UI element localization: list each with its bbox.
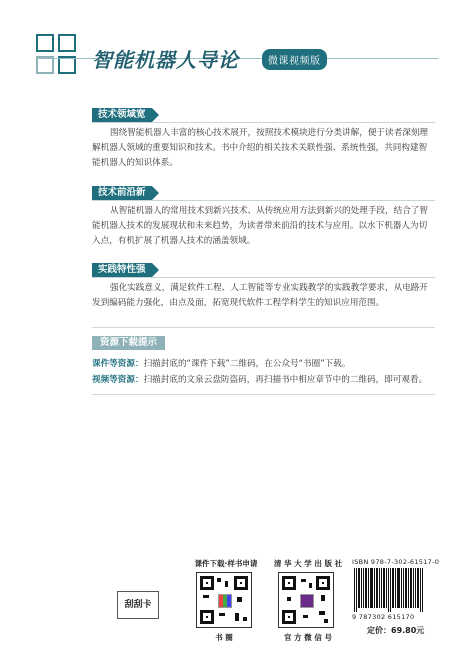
section-rule-2 (92, 200, 435, 201)
resource-item-2 (92, 373, 427, 387)
barcode-digits: 9 787302 615170 (352, 613, 415, 621)
resource-item-1 (92, 357, 350, 371)
resource-text-1: 扫描封底的“课件下载”二维码，在公众号“书圈”下载。 (143, 359, 351, 369)
section-rule-1 (92, 122, 435, 123)
section-rule-3 (92, 277, 435, 278)
scratch-card: 刮刮卡 (117, 591, 159, 619)
resource-bottom-rule (92, 394, 435, 395)
resource-label-2: 视频等资源： (92, 375, 144, 385)
book-title: 智能机器人导论 (92, 48, 239, 72)
resource-heading: 资源下载提示 (92, 336, 165, 350)
edition-badge: 微课视频版 (262, 49, 327, 70)
section-heading-3: 实践特性强 (92, 263, 152, 277)
price-label: 定价：69.80元 (367, 626, 425, 635)
logo-square-2 (58, 34, 76, 52)
barcode (354, 568, 424, 612)
section-body-1: 围绕智能机器人丰富的核心技术展开，按照技术模块进行分类讲解，便于读者深刻理解机器人领域的重要知识和技术。书中介绍的相关技术关联性强、系统性强，共同构建智能机器人的知识体系。 (92, 128, 428, 168)
qr-left-label: 书 圈 (215, 633, 233, 642)
section-heading-1: 技术领域宽 (92, 108, 152, 122)
resource-text-2: 扫描封底的文泉云盘防盗码，再扫描书中相应章节中的二维码，即可观看。 (143, 375, 428, 385)
logo-square-1 (36, 34, 54, 52)
section-body-2: 从智能机器人的常用技术到新兴技术、从传统应用方法到新兴的处理手段，结合了智能机器人技术的发展现状和未来趋势，为读者带来前沿的技术与应用。以水下机器人为切入点，有机扩展了机器人技术的涵盖领域。 (92, 206, 428, 246)
qr-code-left (196, 572, 252, 628)
resource-label-1: 课件等资源： (92, 359, 144, 369)
qr-left-caption: 课件下载·样书申请 (194, 559, 258, 568)
resource-divider (92, 327, 435, 328)
qr-code-right (278, 572, 334, 628)
qr-right-label: 官 方 微 信 号 (284, 633, 332, 642)
section-heading-2: 技术前沿新 (92, 186, 152, 200)
qr-right-caption: 清 华 大 学 出 版 社 (273, 559, 343, 568)
section-body-3: 强化实践意义，满足软件工程、人工智能等专业实践教学的实践教学要求，从电路开发到编码能力强化，由点及面，拓宽现代软件工程学科学生的知识应用范围。 (92, 283, 428, 308)
isbn-text: ISBN 978-7-302-61517-0 (352, 558, 440, 566)
